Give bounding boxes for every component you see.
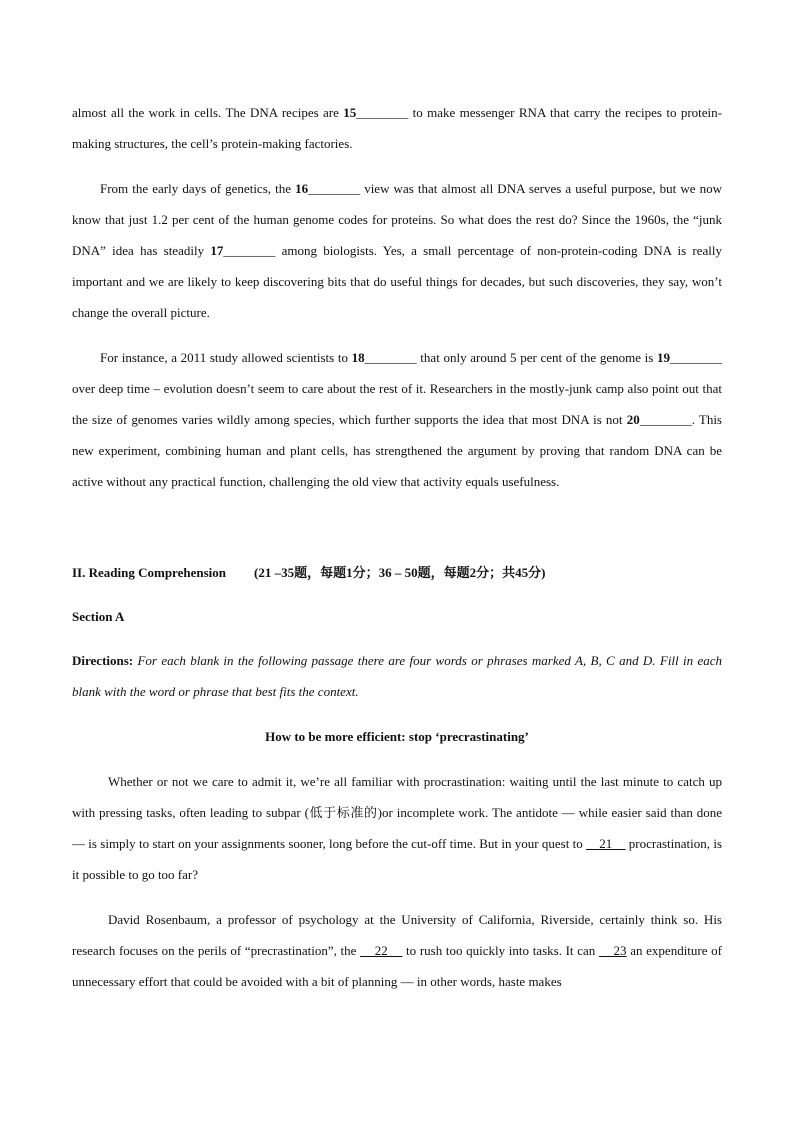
- passage2-paragraph-1: [72, 766, 722, 890]
- passage2-paragraph-2: [72, 904, 722, 997]
- passage1-paragraph-3: [72, 342, 722, 497]
- blank-21: 21: [586, 836, 626, 851]
- blank-15-line: ________: [356, 105, 409, 120]
- text-run: . This new experiment, combining human and plant cells, has strengthened the argument by proving that random DNA can be active without any practical function, challenging the old view that activity equals usefulness.: [72, 412, 722, 489]
- document-page: [72, 97, 722, 997]
- blank-16-number: 16: [295, 181, 309, 196]
- blank-23: 23: [598, 943, 627, 958]
- spacer: [72, 497, 722, 557]
- blank-17-number: 17: [210, 243, 224, 258]
- directions: [72, 645, 722, 707]
- text-run: to rush too quickly into tasks. It can: [402, 943, 599, 958]
- passage1-paragraph-2: [72, 173, 722, 328]
- text-run: Whether or not we care to admit it, we’re all familiar with procrastination: waiting until the last minute to catch up with pressing tasks, often leading to subpar (低于标准的)or incomplete work. The antidote — while easier said than done — is simply to start on your assignments sooner, long before the cut-off time. But in your quest to: [72, 774, 722, 851]
- text-run: For instance, a 2011 study allowed scientists to: [100, 350, 352, 365]
- directions-label: Directions:: [72, 653, 134, 668]
- text-run: procrastination, is it possible to go too far?: [72, 836, 723, 882]
- blank-18-number: 18: [351, 350, 365, 365]
- section-heading: [72, 557, 722, 588]
- passage-title: How to be more efficient: stop ‘precrastinating’: [265, 729, 529, 744]
- text-run: among biologists. Yes, a small percentage of non-protein-coding DNA is really important and we are likely to keep discovering bits that do useful things for decades, but such discoveries, they say, won’t change the overall picture.: [72, 243, 722, 320]
- directions-text: For each blank in the following passage there are four words or phrases marked A, B, C and D. Fill in each blank with the word or phrase that best fits the context.: [72, 653, 722, 699]
- blank-16-line: ________: [308, 181, 361, 196]
- section-a-label: Section A: [72, 609, 125, 624]
- blank-18-line: ________: [364, 350, 417, 365]
- blank-19-number: 19: [656, 350, 670, 365]
- blank-20-line: ________: [639, 412, 692, 427]
- blank-22: 22: [360, 943, 403, 958]
- text-run: view was that almost all DNA serves a useful purpose, but we now know that just 1.2 per cent of the human genome codes for proteins. So what does the rest do? Since the 1960s, the “junk DNA” idea has steadily: [72, 181, 723, 258]
- text-run: David Rosenbaum, a professor of psychology at the University of California, Riverside, certainly think so. His research focuses on the perils of “precrastination”, the: [72, 912, 722, 958]
- passage1-paragraph-1: [72, 97, 722, 159]
- text-run: an expenditure of unnecessary effort that could be avoided with a bit of planning — in other words, haste makes: [72, 943, 723, 989]
- blank-20-number: 20: [626, 412, 640, 427]
- text-run: over deep time – evolution doesn’t seem to care about the rest of it. Researchers in the mostly-junk camp also point out that the size of genomes varies wildly among species, which further supports the idea that most DNA is not: [72, 381, 722, 427]
- score-note: (21 –35题，每题1分；36 – 50题，每题2分；共45分): [253, 565, 546, 580]
- text-run: From the early days of genetics, the: [100, 181, 296, 196]
- blank-19-line: ________: [669, 350, 722, 365]
- blank-17-line: ________: [223, 243, 276, 258]
- blank-15-number: 15: [343, 105, 357, 120]
- text-run: to make messenger RNA that carry the recipes to protein-making structures, the cell’s protein-making factories.: [72, 105, 722, 151]
- text-run: almost all the work in cells. The DNA recipes are: [72, 105, 344, 120]
- section-title: II. Reading Comprehension: [72, 565, 226, 580]
- text-run: that only around 5 per cent of the genome is: [416, 350, 657, 365]
